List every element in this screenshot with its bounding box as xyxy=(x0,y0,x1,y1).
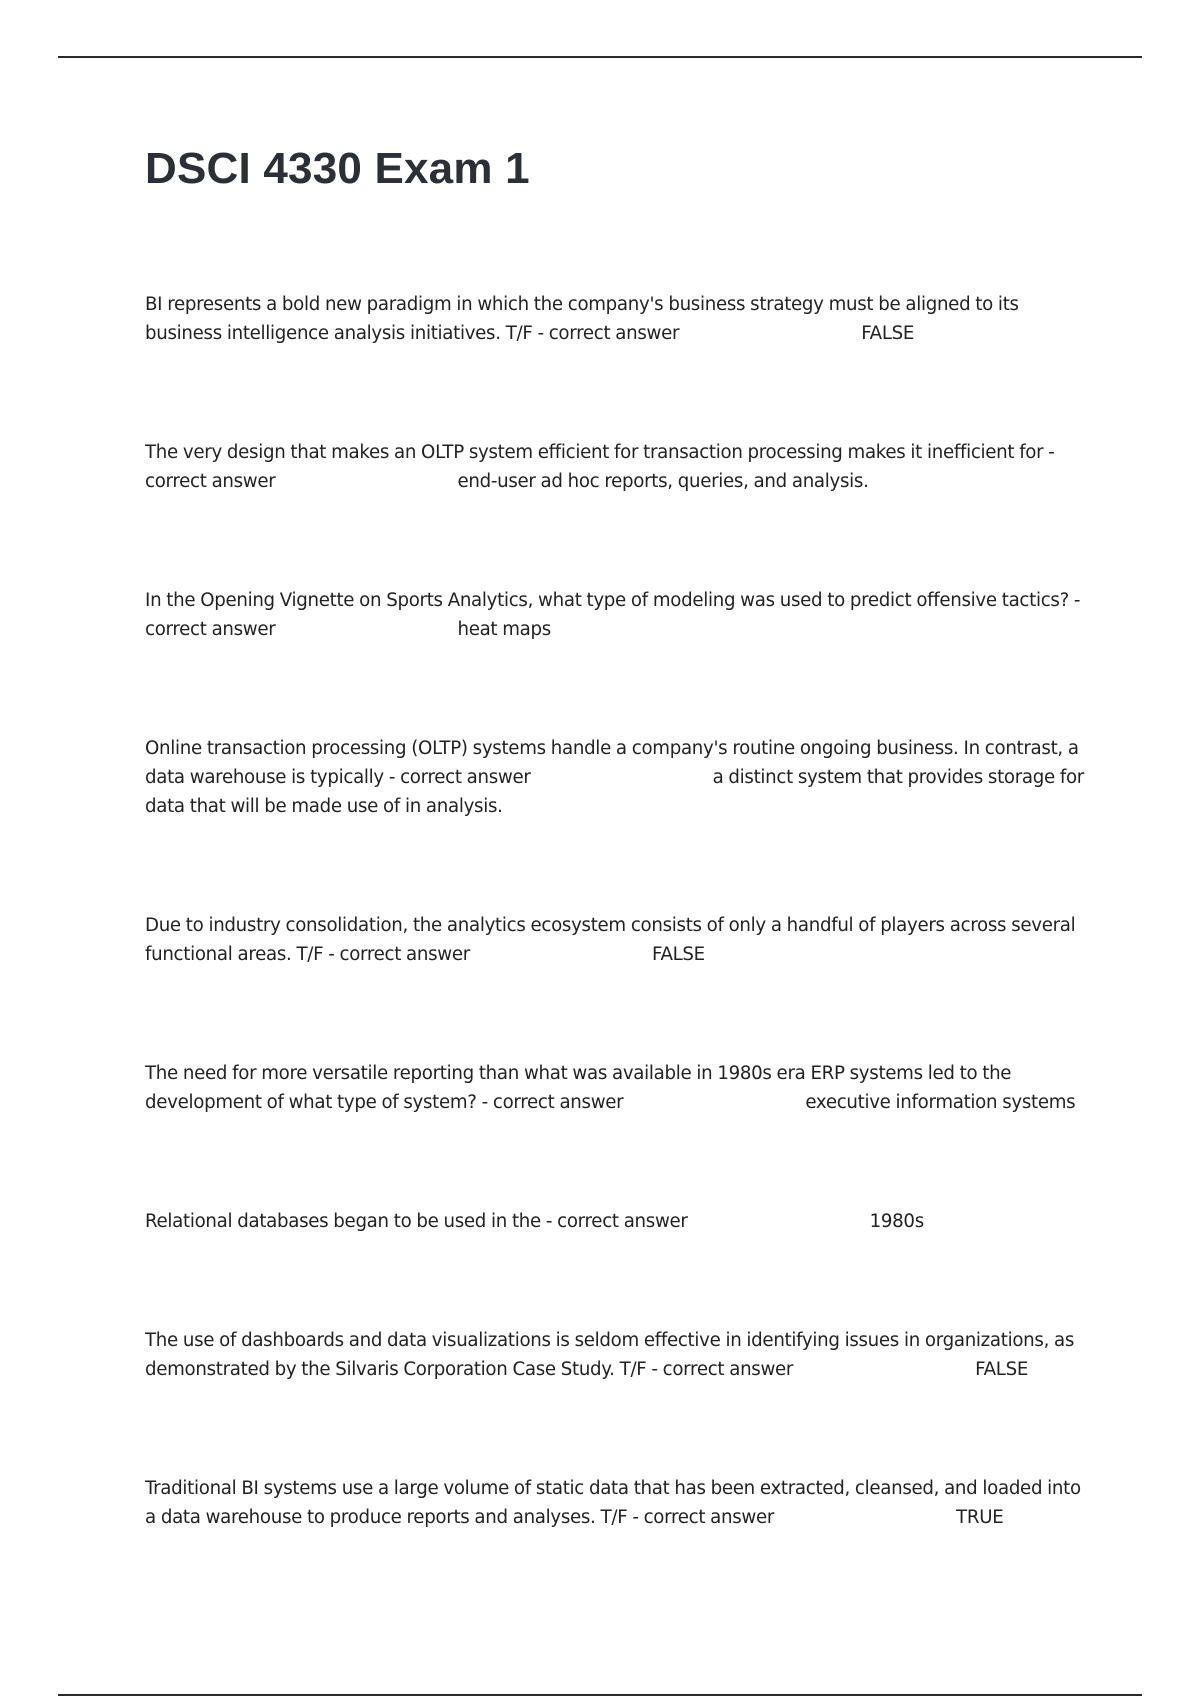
question-text: BI represents a bold new paradigm in which the company's business strategy must be aligned to its business intelligence analysis initiatives. T/F - correct answer xyxy=(145,294,1019,344)
qa-item-4 xyxy=(145,734,1085,821)
bottom-rule xyxy=(58,1694,1142,1696)
qa-item-7 xyxy=(145,1207,1085,1236)
qa-item-3 xyxy=(145,586,1085,644)
answer-text: FALSE xyxy=(861,323,915,344)
question-text: Relational databases began to be used in the - correct answer xyxy=(145,1211,688,1232)
question-text: The use of dashboards and data visualizations is seldom effective in identifying issues in organizations, as demonstrated by the Silvaris Corporation Case Study. T/F - correct answer xyxy=(145,1330,1075,1380)
qa-item-8 xyxy=(145,1326,1085,1384)
question-text: Traditional BI systems use a large volume of static data that has been extracted, cleansed, and loaded into a data warehouse to produce reports and analyses. T/F - correct answer xyxy=(145,1478,1081,1528)
answer-text: heat maps xyxy=(457,619,551,640)
question-text: The very design that makes an OLTP system efficient for transaction processing makes it inefficient for - correct answer xyxy=(145,442,1055,492)
question-text: In the Opening Vignette on Sports Analytics, what type of modeling was used to predict offensive tactics? - correct answer xyxy=(145,590,1081,640)
top-rule xyxy=(58,56,1142,58)
qa-item-5 xyxy=(145,911,1085,969)
page-title: DSCI 4330 Exam 1 xyxy=(145,144,530,193)
answer-text: FALSE xyxy=(975,1359,1029,1380)
qa-item-1 xyxy=(145,290,1085,348)
answer-text: end-user ad hoc reports, queries, and analysis. xyxy=(457,471,869,492)
answer-text: TRUE xyxy=(956,1507,1004,1528)
answer-text: FALSE xyxy=(651,944,705,965)
answer-text: 1980s xyxy=(869,1211,924,1232)
qa-item-2 xyxy=(145,438,1085,496)
question-text: The need for more versatile reporting than what was available in 1980s era ERP systems led to the development of what type of system? - correct answer xyxy=(145,1063,1012,1113)
qa-item-6 xyxy=(145,1059,1085,1117)
answer-text: executive information systems xyxy=(805,1092,1076,1113)
question-text: Due to industry consolidation, the analytics ecosystem consists of only a handful of players across several functional areas. T/F - correct answer xyxy=(145,915,1076,965)
qa-item-9 xyxy=(145,1474,1085,1532)
question-text: Online transaction processing (OLTP) systems handle a company's routine ongoing business. In contrast, a data warehouse is typically - correct answer xyxy=(145,738,1079,788)
answer-text: a distinct system that provides storage for data that will be made use of in analysis. xyxy=(145,767,1084,817)
question-list xyxy=(145,290,1085,1622)
